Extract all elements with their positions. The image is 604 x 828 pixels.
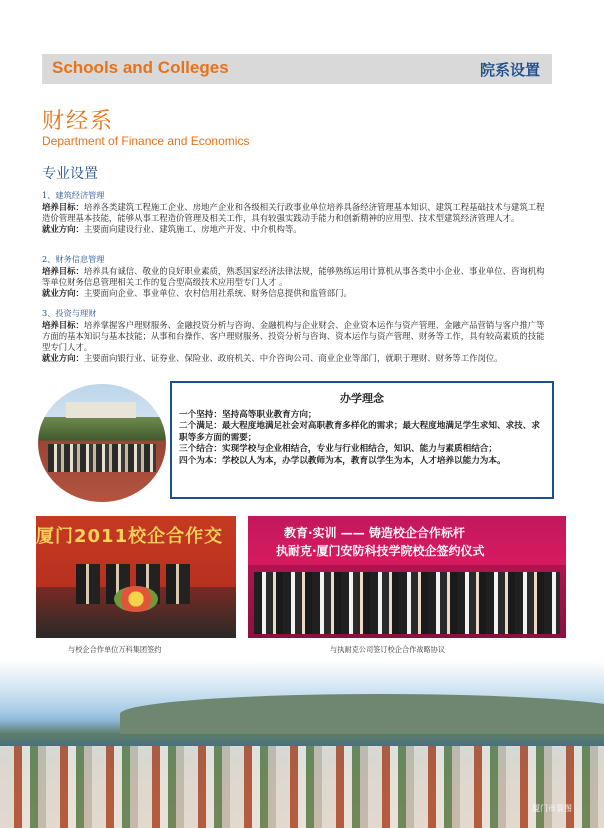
major-name: 1、建筑经济管理 — [42, 190, 105, 200]
major-job — [42, 353, 552, 364]
signing-ceremony-photo — [36, 516, 236, 638]
group-banner-line-1: 教育·实训 —— 铸造校企合作标杆 — [284, 526, 465, 540]
major-item — [42, 254, 552, 299]
goal-label: 培养目标： — [42, 266, 84, 276]
goal-text: 培养各类建筑工程施工企业、房地产企业和各级相关行政事业单位培养具备经济管理基本知识、建筑工程基础技术与建筑工程造价管理基本技能，能够从事工程造价管理及相关工作，具有较强实践动手能力和创新精神的应用型、技术型建筑经济管理人才。 — [42, 202, 545, 223]
philosophy-line: 四个为本：学校以人为本，办学以教师为本，教育以学生为本，人才培养以能力为本。 — [179, 455, 506, 466]
major-item — [42, 190, 552, 235]
header-title-en: Schools and Colleges — [52, 58, 229, 77]
goal-label: 培养目标： — [42, 202, 84, 212]
sports-meeting-photo — [38, 384, 166, 502]
major-goal — [42, 266, 552, 288]
photo-crowd — [48, 444, 156, 472]
goal-label: 培养目标： — [42, 320, 84, 330]
major-goal — [42, 202, 552, 224]
city-panorama-photo — [0, 660, 604, 828]
job-label: 就业方向： — [42, 353, 84, 363]
photo-people — [254, 572, 560, 634]
majors-section-title: 专业设置 — [42, 166, 98, 182]
major-name: 3、投资与理财 — [42, 308, 97, 318]
caption-right: 与执耐克公司签订校企合作战略协议 — [330, 645, 446, 654]
panorama-city — [0, 746, 604, 828]
job-text: 主要面向企业、事业单位、农村信用社系统、财务信息提供和监管部门。 — [83, 288, 352, 298]
department-subtitle: Department of Finance and Economics — [42, 134, 250, 148]
philosophy-line: 一个坚持：坚持高等职业教育方向； — [179, 410, 317, 420]
panorama-hills — [120, 694, 604, 734]
philosophy-title: 办学理念 — [340, 392, 384, 405]
header-title-cn: 院系设置 — [479, 61, 540, 79]
major-job — [42, 224, 552, 235]
major-job — [42, 288, 552, 299]
job-label: 就业方向： — [42, 224, 84, 234]
group-banner-line-2: 执耐克·厦门安防科技学院校企签约仪式 — [276, 544, 485, 558]
job-text: 主要面向建设行业、建筑施工、房地产开发、中介机构等。 — [83, 224, 302, 234]
photo-flowers — [114, 586, 158, 612]
signing-banner-text: 厦门2011校企合作交 — [36, 526, 224, 547]
goal-text: 培养掌握客户理财服务、金融投资分析与咨询、金融机构与企业财会、企业资本运作与资产管理、金融产品营销与客户推广等方面的基本知识与基本技能；从事和台操作、客户理财服务、投资分析与咨询、资本运作与资产管理、财务等工作，具有较高素质的技能型专门人才。 — [42, 320, 545, 352]
major-name: 2、财务信息管理 — [42, 254, 105, 264]
department-title: 财经系 — [42, 109, 115, 134]
photo-building — [66, 402, 136, 418]
caption-left: 与校企合作单位万科集团签约 — [68, 645, 162, 654]
philosophy-lines — [179, 410, 547, 467]
panorama-label: 厦门市景图 — [532, 804, 572, 813]
philosophy-line: 二个满足：最大程度地满足社会对高职教育多样化的需求；最大程度地满足学生求知、求技、求职等多方面的需要； — [179, 421, 540, 443]
philosophy-line: 三个结合：实现学校与企业相结合，专业与行业相结合，知识、能力与素质相结合； — [179, 444, 497, 455]
job-label: 就业方向： — [42, 288, 84, 298]
major-goal — [42, 320, 552, 353]
header-bar — [42, 54, 552, 84]
job-text: 主要面向银行业、证券业、保险业、政府机关、中介咨询公司、商业企业等部门，就职于理财、财务等工作岗位。 — [83, 353, 503, 363]
group-signing-photo — [248, 516, 566, 638]
major-item — [42, 308, 552, 364]
goal-text: 培养具有诚信、敬业的良好职业素质，熟悉国家经济法律法规，能够熟练运用计算机从事各类中小企业、事业单位、咨询机构等单位财务信息管理相关工作的复合型高级技术应用型专门人才 。 — [42, 266, 545, 287]
philosophy-box — [170, 381, 554, 499]
